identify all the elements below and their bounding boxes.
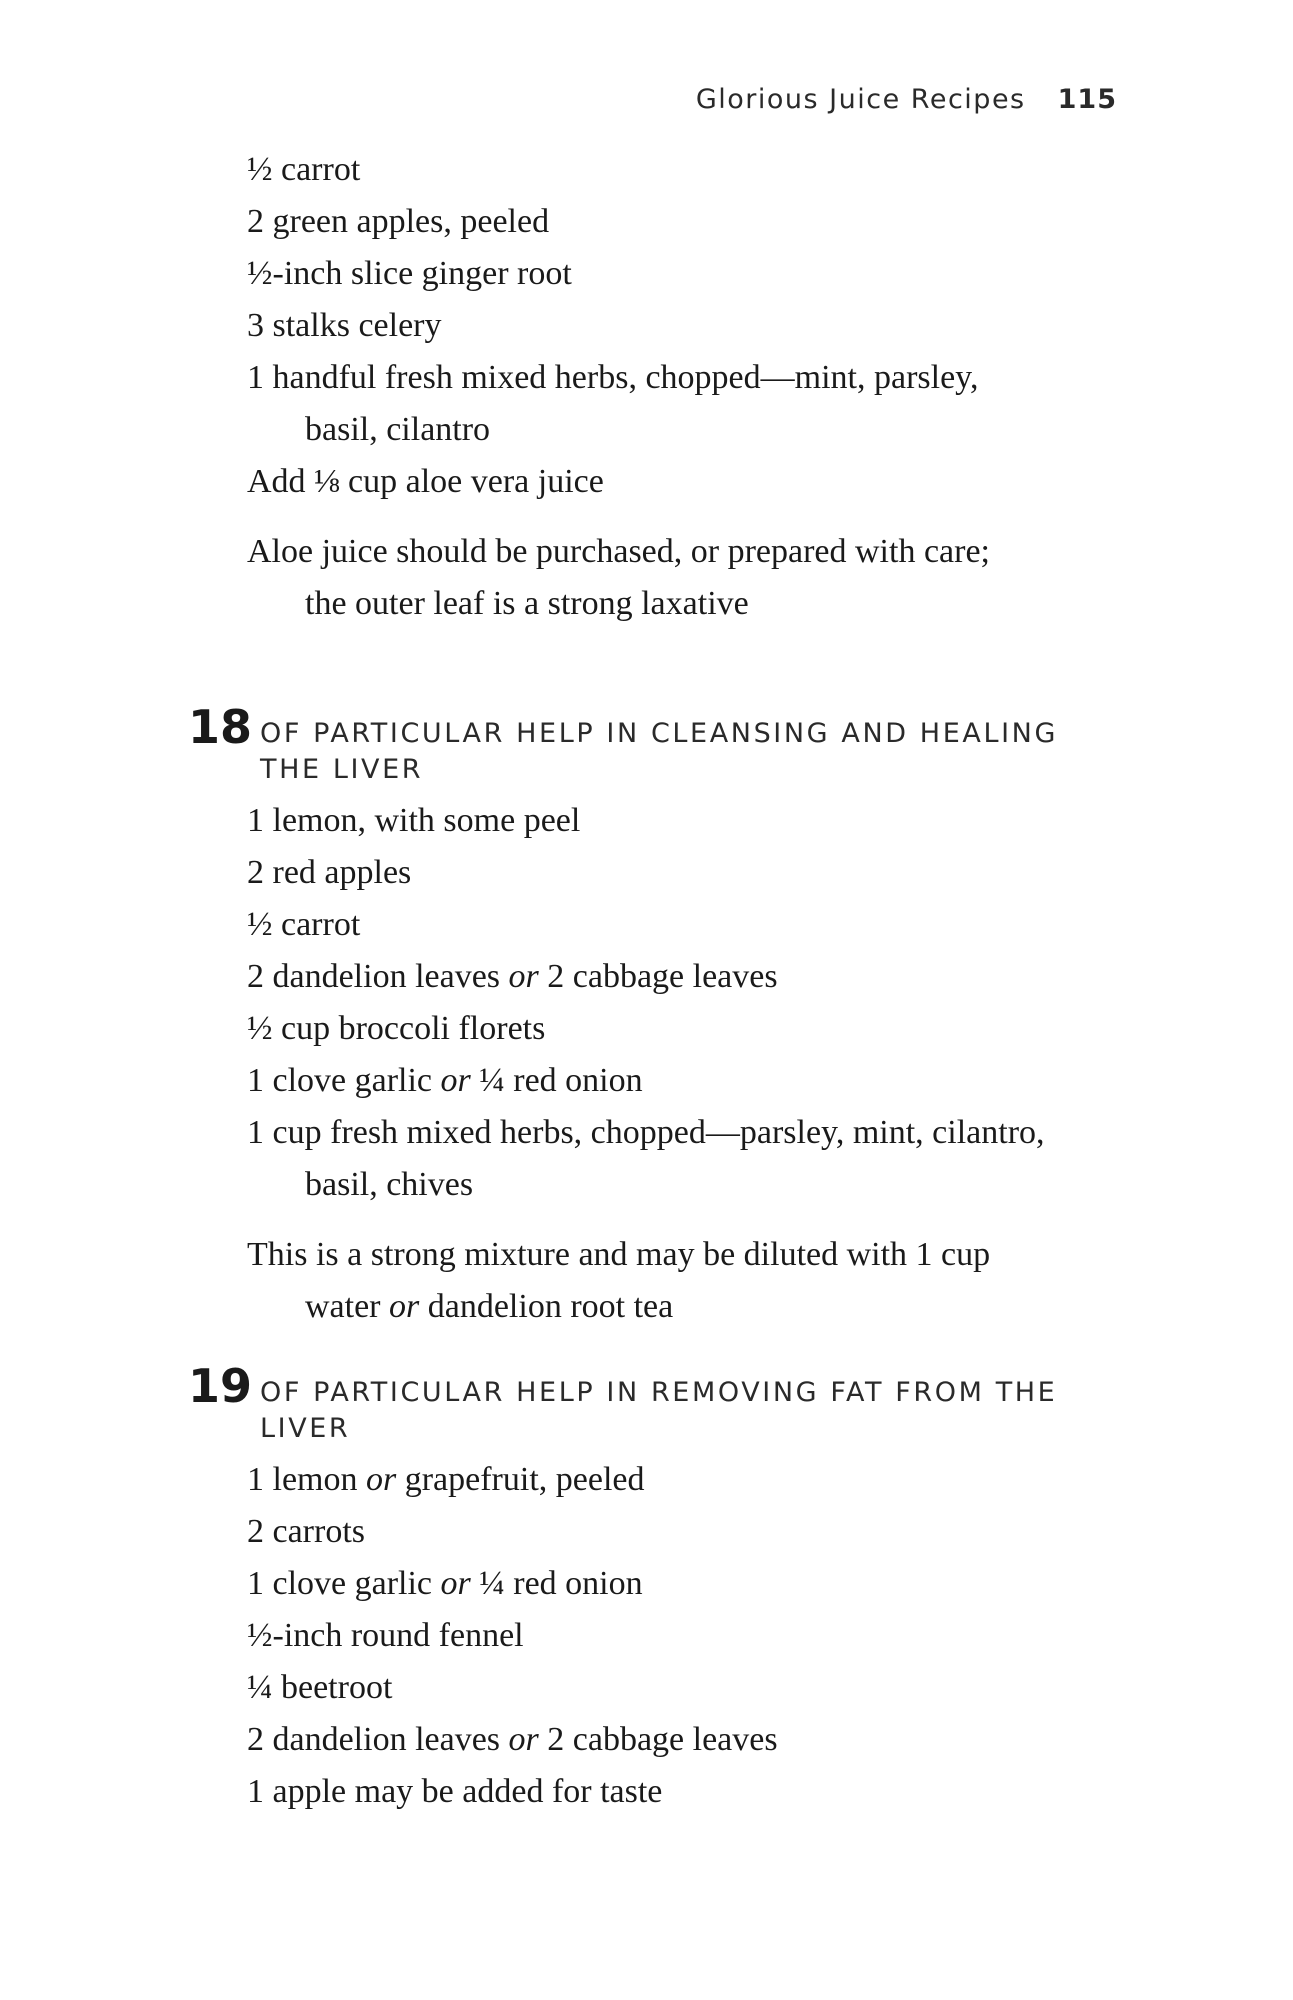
ingredient-item: Add ⅛ cup aloe vera juice (247, 463, 604, 500)
running-title: Glorious Juice Recipes (695, 84, 1026, 115)
running-header (696, 84, 1117, 115)
ingredient-item: ½ carrot (247, 151, 361, 188)
ingredient-item-continued: basil, cilantro (305, 411, 491, 448)
recipe-title-line: OF PARTICULAR HELP IN CLEANSING AND HEALING (260, 718, 1058, 749)
ingredient-item: ½ carrot (247, 906, 361, 943)
recipe-note (247, 1229, 1137, 1333)
recipe-number: 18 (188, 700, 253, 754)
recipe-title-line: OF PARTICULAR HELP IN REMOVING FAT FROM THE (260, 1377, 1058, 1408)
ingredient-item: 2 red apples (247, 854, 412, 891)
ingredient-item: 2 dandelion leaves or 2 cabbage leaves (247, 958, 778, 995)
note-line: water or dandelion root tea (305, 1288, 674, 1325)
ingredient-item: ½-inch round fennel (247, 1617, 524, 1654)
ingredient-item: 3 stalks celery (247, 307, 442, 344)
note-line: the outer leaf is a strong laxative (305, 585, 749, 622)
ingredient-item: 2 carrots (247, 1513, 366, 1550)
ingredient-item: 2 dandelion leaves or 2 cabbage leaves (247, 1721, 778, 1758)
recipe-18-ingredients (247, 795, 1137, 1333)
recipe-title (260, 716, 1140, 788)
note-line: This is a strong mixture and may be diluted with 1 cup (247, 1236, 991, 1273)
ingredient-item: 2 green apples, peeled (247, 203, 550, 240)
ingredient-item: ½-inch slice ginger root (247, 255, 572, 292)
recipe-title-line: THE LIVER (260, 754, 424, 785)
page-number: 115 (1057, 84, 1117, 115)
ingredient-list-continued (247, 144, 1137, 630)
recipe-19-ingredients (247, 1454, 1137, 1818)
note-line: Aloe juice should be purchased, or prepared with care; (247, 533, 990, 570)
recipe-title-line: LIVER (260, 1413, 351, 1444)
ingredient-item: ½ cup broccoli florets (247, 1010, 546, 1047)
recipe-note (247, 526, 1137, 630)
ingredient-item: 1 lemon or grapefruit, peeled (247, 1461, 645, 1498)
ingredient-item-continued: basil, chives (305, 1166, 474, 1203)
ingredient-item: ¼ beetroot (247, 1669, 393, 1706)
recipe-title (260, 1375, 1140, 1447)
ingredient-item: 1 cup fresh mixed herbs, chopped—parsley, mint, cilantro, (247, 1114, 1045, 1151)
recipe-number: 19 (188, 1359, 253, 1413)
ingredient-item: 1 clove garlic or ¼ red onion (247, 1062, 643, 1099)
ingredient-item: 1 handful fresh mixed herbs, chopped—mint, parsley, (247, 359, 979, 396)
ingredient-item: 1 lemon, with some peel (247, 802, 581, 839)
ingredient-item: 1 apple may be added for taste (247, 1773, 663, 1810)
ingredient-item: 1 clove garlic or ¼ red onion (247, 1565, 643, 1602)
